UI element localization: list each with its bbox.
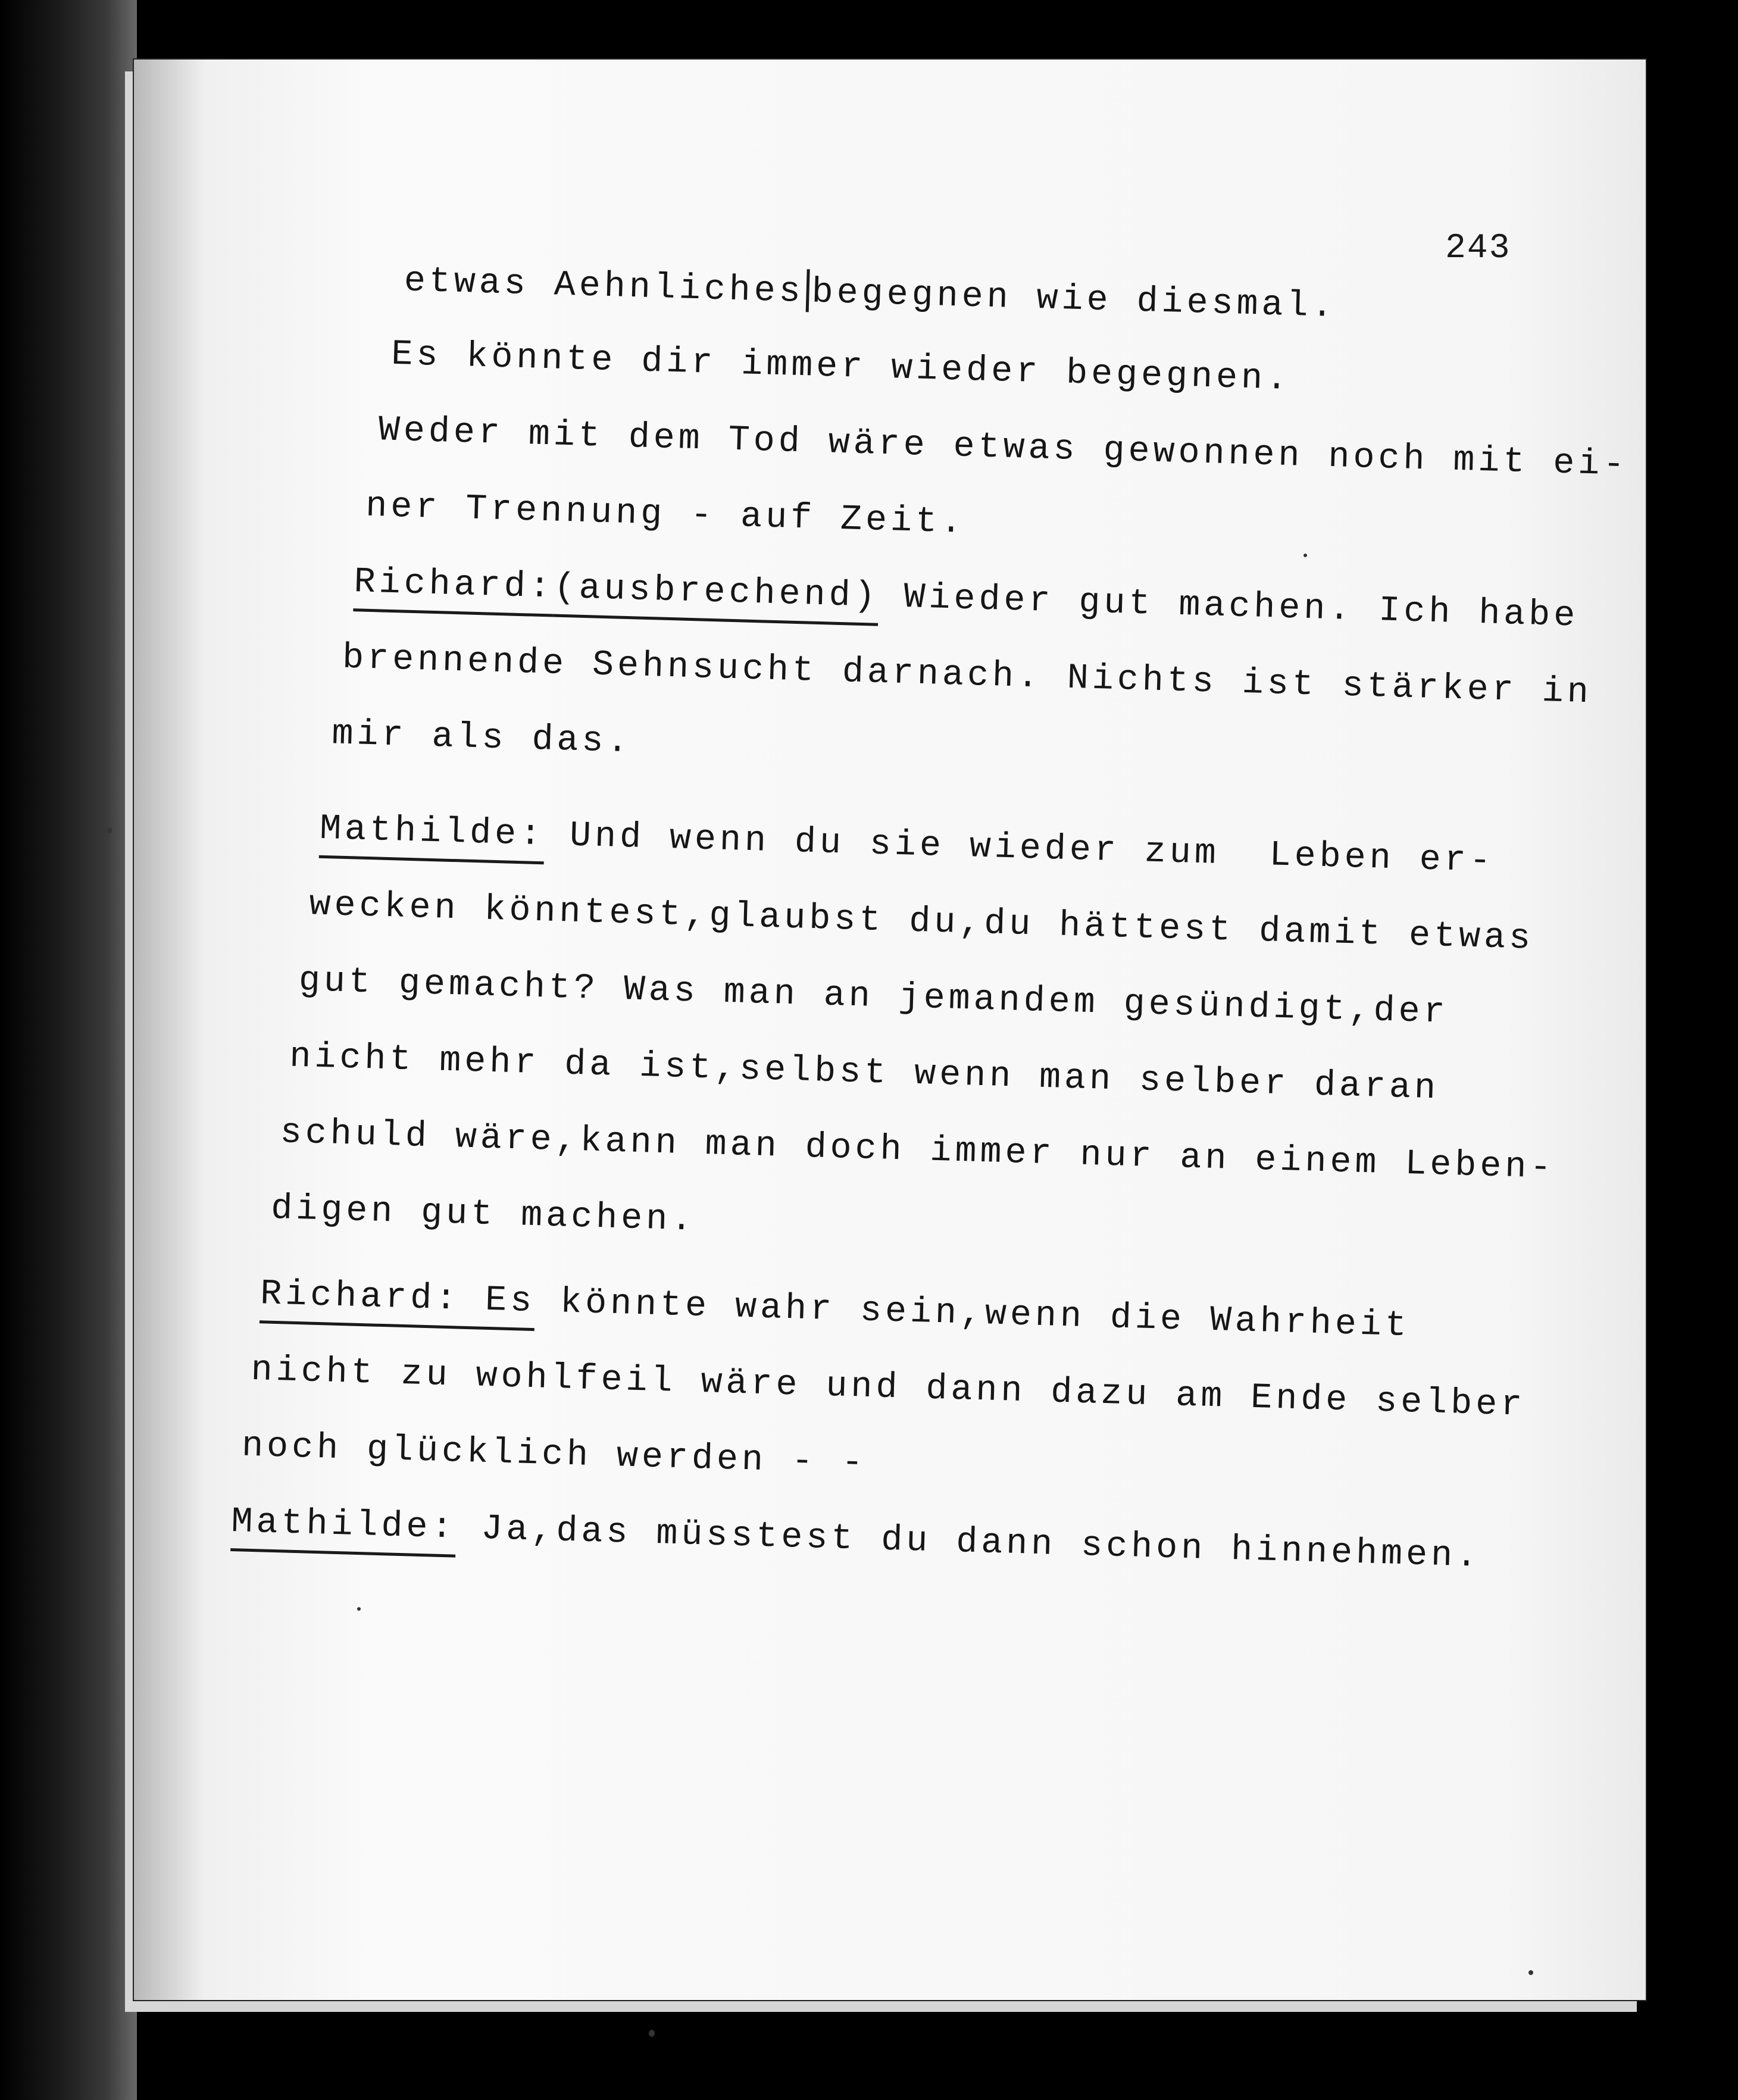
stage-direction: (ausbrechend) <box>553 568 879 626</box>
text-line-16: noch glücklich werden - - <box>241 1426 867 1484</box>
text-line-8 <box>319 808 1495 883</box>
text-line-14-rest: könnte wahr sein,wenn die Wahrheit <box>534 1282 1411 1347</box>
scan-speck <box>649 2030 655 2037</box>
text-line-13: digen gut machen. <box>270 1188 697 1241</box>
text-line-4: ner Trennung - auf Zeit. <box>365 486 966 543</box>
text-line-1-part-a: etwas Aehnliches <box>403 261 805 313</box>
text-line-3: Weder mit dem Tod wäre etwas gewonnen noch mit ei- <box>377 410 1629 486</box>
binding-shadow <box>0 0 137 2100</box>
text-line-17 <box>231 1501 1481 1578</box>
text-line-17-rest: Ja,das müsstest du dann schon hinnehmen. <box>455 1508 1481 1577</box>
speaker-name: Richard: Es <box>260 1274 536 1331</box>
text-line-2: Es könnte dir immer wieder begegnen. <box>390 334 1292 400</box>
speaker-name: Richard: <box>353 562 554 617</box>
page-number: 243 <box>1445 229 1511 268</box>
text-line-6: brennende Sehnsucht darnach. Nichts ist stärker in <box>342 638 1593 714</box>
scan-speck <box>357 1607 361 1611</box>
speaker-name: Mathilde: <box>319 809 545 865</box>
text-line-11: nicht mehr da ist,selbst wenn man selber daran <box>289 1036 1440 1110</box>
text-line-7: mir als das. <box>331 714 633 763</box>
text-line-8-rest: Und wenn du sie wieder zum Leben er- <box>544 815 1495 882</box>
text-line-5-rest: Wieder gut machen. Ich habe <box>878 576 1580 637</box>
text-line-9: wecken könntest,glaubst du,du hättest damit etwas <box>308 885 1534 960</box>
text-line-14 <box>260 1273 1410 1347</box>
scan-speck <box>1528 1970 1533 1975</box>
scan-speck <box>1304 554 1307 557</box>
text-line-1-part-b: begegnen wie diesmal. <box>811 272 1337 328</box>
scan-speck <box>107 827 112 833</box>
speaker-name: Mathilde: <box>230 1502 457 1558</box>
text-line-10: gut gemacht? Was man an jemandem gesündigt,der <box>298 960 1449 1033</box>
text-line-5 <box>354 561 1579 637</box>
text-line-12: schuld wäre,kann man doch immer nur an einem Leben- <box>279 1112 1556 1189</box>
typescript-body <box>230 256 1629 1696</box>
insertion-mark <box>806 269 810 312</box>
text-line-15: nicht zu wohlfeil wäre und dann dazu am Ende selber <box>250 1349 1527 1426</box>
